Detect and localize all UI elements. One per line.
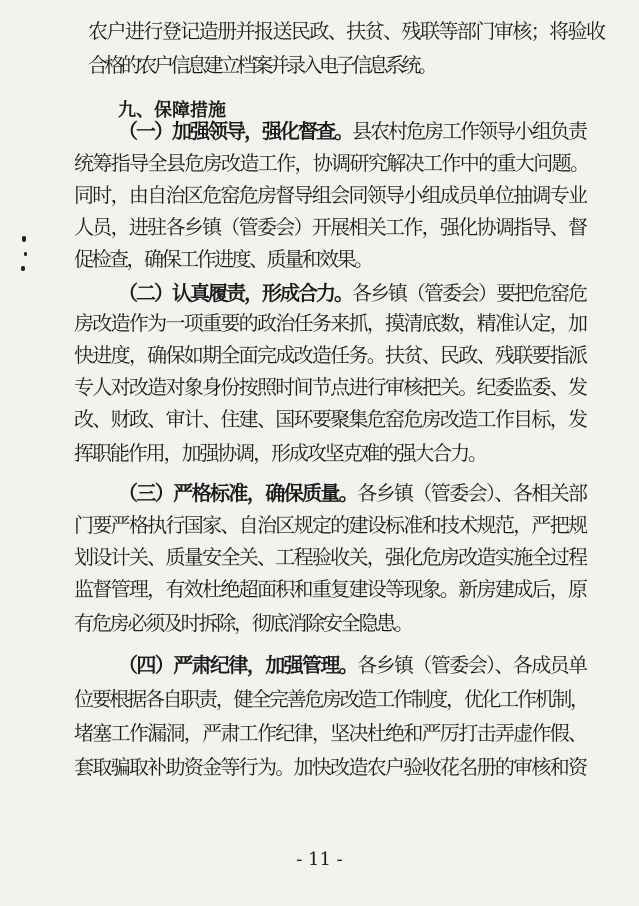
text-line (74, 180, 588, 210)
text-line (74, 684, 590, 714)
text-line (118, 478, 588, 508)
paragraph-text: 人员，进驻各乡镇（管委会）开展相关工作，强化协调指导、督 (74, 215, 587, 239)
text-line (74, 340, 588, 370)
text-line (74, 574, 588, 604)
text-line (88, 50, 438, 80)
text-line (74, 510, 588, 540)
paragraph-text: 统筹指导全县危房改造工作，协调研究解决工作中的重大问题。 (74, 151, 589, 175)
paragraph-text: 各乡镇（管委会）、各成员单 (357, 653, 587, 677)
text-line (74, 212, 588, 242)
paragraph-text: 同时，由自治区危窑危房督导组会同领导小组成员单位抽调专业 (74, 183, 587, 207)
paragraph-text: 快进度，确保如期全面完成改造任务。扶贫、民政、残联要指派 (74, 343, 587, 367)
text-line (74, 308, 588, 338)
text-line (74, 372, 588, 402)
paragraph-text: 挥职能作用，加强协调，形成攻坚克难的强大合力。 (74, 441, 486, 465)
text-line (118, 278, 588, 308)
paragraph-text: 有危房必须及时拆除，彻底消除安全隐患。 (74, 611, 412, 635)
paragraph-text: 划设计关、质量安全关、工程验收关，强化危房改造实施全过程 (74, 545, 587, 569)
paragraph-text: 监督管理，有效杜绝超面积和重复建设等现象。新房建成后，原 (74, 577, 587, 601)
text-line (118, 116, 588, 146)
paragraph-text: 专人对改造对象身份按照时间节点进行审核把关。纪委监委、发 (74, 375, 587, 399)
paragraph-text: 房改造作为一项重要的政治任务来抓，摸清底数，精准认定，加 (74, 311, 587, 335)
section-heading: （三）严格标准，确保质量。 (118, 481, 358, 505)
text-line (74, 438, 488, 468)
text-line (74, 148, 590, 178)
text-line (74, 608, 414, 638)
binding-mark (24, 252, 27, 256)
text-line (74, 752, 588, 782)
paragraph-text: 各乡镇（管委会）要把危窑危 (352, 281, 586, 305)
section-heading: （四）严肃纪律，加强管理。 (118, 653, 358, 677)
paragraph-text: 各乡镇（管委会）、各相关部 (357, 481, 587, 505)
paragraph-text: 堵塞工作漏洞，严肃工作纪律，坚决杜绝和严厉打击弄虚作假、 (74, 721, 587, 745)
paragraph-text: 合格的农户信息建立档案并录入电子信息系统。 (88, 53, 435, 77)
text-line (118, 650, 588, 680)
section-heading: 九、保障措施 (118, 100, 226, 121)
paragraph-text: 农户进行登记造册并报送民政、扶贫、残联等部门审核；将验收 (88, 19, 605, 43)
binding-mark (22, 236, 26, 242)
paragraph-text: 位要根据各自职责，健全完善危房改造工作制度，优化工作机制， (74, 687, 588, 711)
section-heading: （一）加强领导，强化督查。 (118, 119, 352, 143)
paragraph-text: 县农村危房工作领导小组负责 (352, 119, 586, 143)
text-line (74, 404, 588, 434)
text-line (74, 542, 588, 572)
text-line (88, 16, 606, 46)
paragraph-text: 促检查，确保工作进度、质量和效果。 (74, 247, 372, 271)
paragraph-text: 套取骗取补助资金等行为。加快改造农户验收花名册的审核和资 (74, 755, 587, 779)
page-number: - 11 - (296, 849, 343, 870)
section-heading: （二）认真履责，形成合力。 (118, 281, 352, 305)
text-line (74, 718, 588, 748)
paragraph-text: 门要严格执行国家、自治区规定的建设标准和技术规范，严把规 (74, 513, 587, 537)
binding-mark (21, 266, 25, 271)
paragraph-text: 改、财政、审计、住建、国环要聚集危窑危房改造工作目标，发 (74, 407, 587, 431)
text-line (74, 244, 374, 274)
